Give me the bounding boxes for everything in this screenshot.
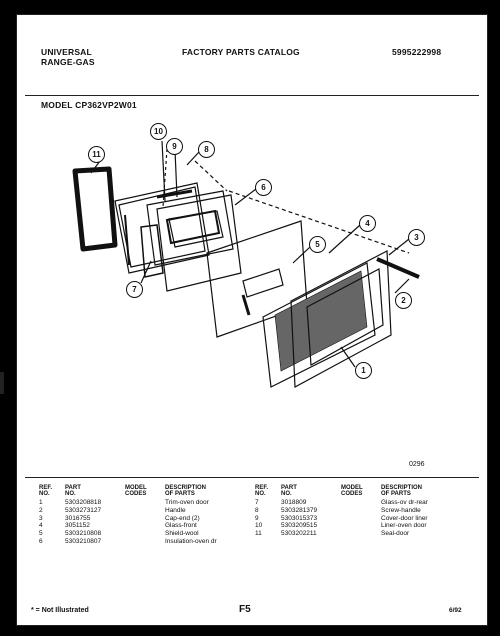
ref-no: 9 xyxy=(255,514,259,522)
ref-no: 7 xyxy=(255,499,259,506)
part-no: 5303209515 xyxy=(281,522,318,530)
page-number: F5 xyxy=(239,604,251,615)
table-row xyxy=(39,499,251,507)
ref-no: 2 xyxy=(39,506,43,514)
seal-door-drawing xyxy=(75,169,115,249)
callout-4: 4 xyxy=(359,215,376,232)
col-ref-no: REF. NO. xyxy=(255,485,269,497)
parts-catalog-page xyxy=(16,14,488,626)
col-model-codes: MODEL CODES xyxy=(341,485,363,497)
brand-name: UNIVERSAL xyxy=(41,47,92,57)
callout-3: 3 xyxy=(408,229,425,246)
callout-2: 2 xyxy=(395,292,412,309)
callout-7: 7 xyxy=(126,281,143,298)
col-description: DESCRIPTION OF PARTS xyxy=(381,485,423,497)
callout-8: 8 xyxy=(198,141,215,158)
part-description: Seal-door xyxy=(381,530,410,538)
part-no: 5303208818 xyxy=(65,499,102,506)
model-label: MODEL xyxy=(41,100,73,110)
part-no: 5303273127 xyxy=(65,506,102,514)
table-row xyxy=(255,530,465,538)
table-row xyxy=(39,507,251,515)
model-codes xyxy=(125,522,165,530)
catalog-number: 5995222998 xyxy=(392,47,442,57)
parts-table-left xyxy=(39,485,251,546)
callout-6: 6 xyxy=(255,179,272,196)
handle-drawing xyxy=(377,259,419,277)
part-description: Glass-ov dr-rear xyxy=(381,499,428,506)
table-row xyxy=(255,522,465,530)
col-model-codes: MODEL CODES xyxy=(125,485,147,497)
model-number: CP362VP2W01 xyxy=(75,100,137,110)
table-row xyxy=(39,538,251,546)
scan-edge-mark xyxy=(0,372,4,394)
model-codes xyxy=(341,499,381,507)
part-description: Liner-oven door xyxy=(381,522,427,530)
ref-no: 6 xyxy=(39,537,43,545)
col-description: DESCRIPTION OF PARTS xyxy=(165,485,207,497)
part-no: 5303210807 xyxy=(65,537,102,545)
part-description: Trim-oven door xyxy=(165,499,209,506)
col-part-no: PART NO. xyxy=(65,485,81,497)
table-row xyxy=(39,522,251,530)
ref-no: 3 xyxy=(39,514,43,522)
callout-10: 10 xyxy=(150,123,167,140)
ref-no: 10 xyxy=(255,522,263,530)
col-ref-no: REF. NO. xyxy=(39,485,53,497)
part-no: 5303202211 xyxy=(281,530,317,538)
model-codes xyxy=(125,499,165,507)
ref-no: 4 xyxy=(39,522,43,530)
model-codes xyxy=(341,515,381,523)
part-no: 3051152 xyxy=(65,522,90,530)
model-codes xyxy=(125,538,165,546)
product-type: RANGE-GAS xyxy=(41,57,95,67)
table-row xyxy=(255,507,465,515)
table-row xyxy=(39,530,251,538)
model-codes xyxy=(125,515,165,523)
table-top-rule xyxy=(25,477,479,478)
part-description: Screw-handle xyxy=(381,506,421,514)
table-row xyxy=(255,515,465,523)
part-no: 3016755 xyxy=(65,514,91,522)
ref-no: 8 xyxy=(255,506,259,514)
part-no: 3018809 xyxy=(281,499,307,506)
part-no: 5303281379 xyxy=(281,506,318,514)
revision-date: 6/92 xyxy=(449,607,462,614)
model-codes xyxy=(125,507,165,515)
part-description: Cap-end (2) xyxy=(165,514,200,522)
callout-11: 11 xyxy=(88,146,105,163)
col-part-no: PART NO. xyxy=(281,485,297,497)
not-illustrated-note: * = Not Illustrated xyxy=(31,607,89,614)
part-no: 5303015373 xyxy=(281,514,318,522)
ref-no: 11 xyxy=(255,530,262,538)
ref-no: 1 xyxy=(39,499,43,506)
model-codes xyxy=(341,507,381,515)
part-description: Handle xyxy=(165,506,186,514)
table-row xyxy=(39,515,251,523)
catalog-title: FACTORY PARTS CATALOG xyxy=(182,47,300,57)
callout-9: 9 xyxy=(166,138,183,155)
model-codes xyxy=(125,530,165,538)
callout-5: 5 xyxy=(309,236,326,253)
ref-no: 5 xyxy=(39,530,43,538)
parts-table-right xyxy=(255,485,465,538)
callout-1: 1 xyxy=(355,362,372,379)
part-description: Shield-wool xyxy=(165,530,199,538)
part-description: Cover-door liner xyxy=(381,514,428,522)
part-description: Insulation-oven dr xyxy=(165,537,217,545)
model-codes xyxy=(341,530,381,538)
figure-code: 0296 xyxy=(409,461,425,468)
model-codes xyxy=(341,522,381,530)
part-no: 5303210808 xyxy=(65,530,102,538)
part-description: Glass-front xyxy=(165,522,197,530)
table-row xyxy=(255,499,465,507)
